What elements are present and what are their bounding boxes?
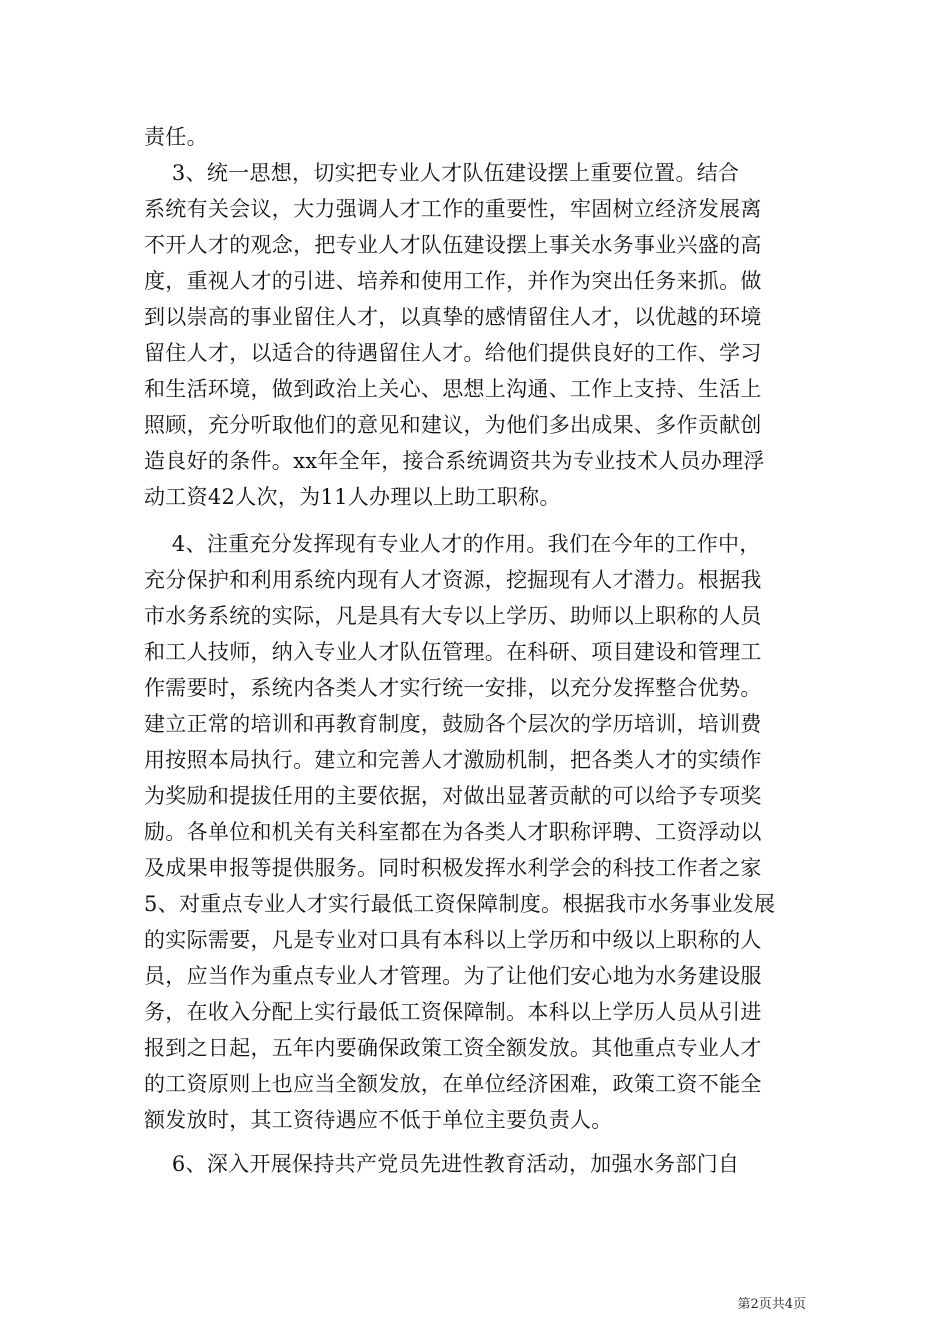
text-line: 度，重视人才的引进、培养和使用工作，并作为突出任务来抓。做 <box>144 269 762 293</box>
page-number-footer: 第2页共4页 <box>737 1297 806 1312</box>
text-line: 额发放时，其工资待遇应不低于单位主要负责人。 <box>144 1108 613 1132</box>
text-line: 员，应当作为重点专业人才管理。为了让他们安心地为水务建设服 <box>144 964 762 988</box>
text-line: 4、注重充分发挥现有专业人才的作用。我们在今年的工作中， <box>144 532 761 556</box>
text-line: 励。各单位和机关有关科室都在为各类人才职称评聘、工资浮动以 <box>144 820 762 844</box>
text-line: 5、对重点专业人才实行最低工资保障制度。根据我市水务事业发展 <box>144 892 776 916</box>
text-line: 建立正常的培训和再教育制度，鼓励各个层次的学历培训，培训费 <box>144 712 762 736</box>
text-line: 3、统一思想，切实把专业人才队伍建设摆上重要位置。结合 <box>144 161 740 185</box>
text-line: 为奖励和提拔任用的主要依据，对做出显著贡献的可以给予专项奖 <box>144 784 762 808</box>
text-line: 到以崇高的事业留住人才，以真挚的感情留住人才，以优越的环境 <box>144 305 762 329</box>
text-line: 和生活环境，做到政治上关心、思想上沟通、工作上支持、生活上 <box>144 377 762 401</box>
text-line: 的实际需要，凡是专业对口具有本科以上学历和中级以上职称的人 <box>144 928 762 952</box>
text-line: 照顾，充分听取他们的意见和建议，为他们多出成果、多作贡献创 <box>144 413 762 437</box>
text-line: 作需要时，系统内各类人才实行统一安排，以充分发挥整合优势。 <box>144 676 762 700</box>
text-line: 6、深入开展保持共产党员先进性教育活动，加强水务部门自 <box>144 1152 740 1176</box>
text-line: 责任。 <box>144 125 208 149</box>
text-line: 造良好的条件。xx年全年，接合系统调资共为专业技术人员办理浮 <box>144 449 765 473</box>
text-line: 不开人才的观念，把专业人才队伍建设摆上事关水务事业兴盛的高 <box>144 233 762 257</box>
text-line: 动工资42人次，为11人办理以上助工职称。 <box>144 485 561 509</box>
text-line: 用按照本局执行。建立和完善人才激励机制，把各类人才的实绩作 <box>144 748 762 772</box>
text-line: 报到之日起，五年内要确保政策工资全额发放。其他重点专业人才 <box>144 1036 762 1060</box>
text-line: 系统有关会议，大力强调人才工作的重要性，牢固树立经济发展离 <box>144 197 762 221</box>
text-line: 及成果申报等提供服务。同时积极发挥水利学会的科技工作者之家 <box>144 856 762 880</box>
text-line: 充分保护和利用系统内现有人才资源，挖掘现有人才潜力。根据我 <box>144 568 762 592</box>
text-line: 的工资原则上也应当全额发放，在单位经济困难，政策工资不能全 <box>144 1072 762 1096</box>
text-line: 务，在收入分配上实行最低工资保障制。本科以上学历人员从引进 <box>144 1000 762 1024</box>
text-line: 市水务系统的实际，凡是具有大专以上学历、助师以上职称的人员 <box>144 604 762 628</box>
text-line: 留住人才，以适合的待遇留住人才。给他们提供良好的工作、学习 <box>144 341 762 365</box>
text-line: 和工人技师，纳入专业人才队伍管理。在科研、项目建设和管理工 <box>144 640 762 664</box>
